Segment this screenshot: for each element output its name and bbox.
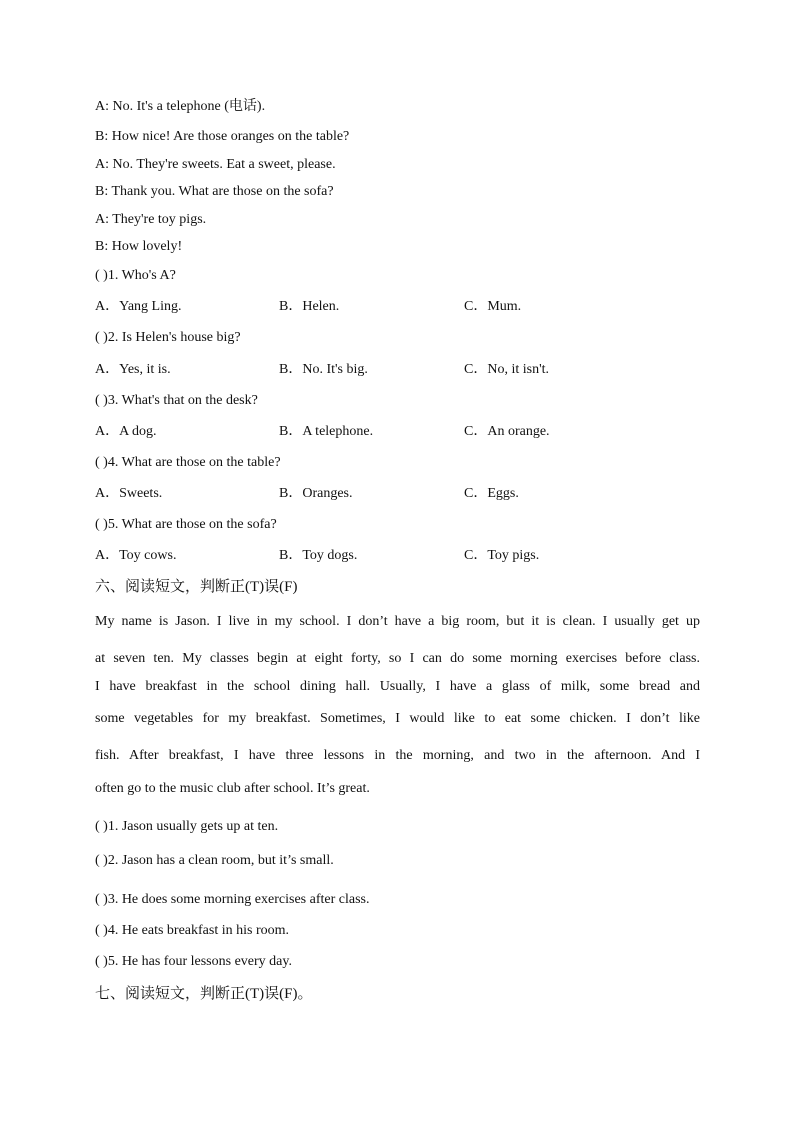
question: ( )5. What are those on the sofa? xyxy=(95,517,277,532)
option-a: A．Sweets. xyxy=(95,486,163,501)
statement: ( )1. Jason usually gets up at ten. xyxy=(95,819,279,834)
passage-line: I have breakfast in the school dining hall. Usually, I have a glass of milk, some bread and xyxy=(95,679,700,694)
option-b: B．Helen. xyxy=(279,299,340,314)
option-c: C．Eggs. xyxy=(464,486,519,501)
option-c: C．Toy pigs. xyxy=(464,548,540,563)
option-b: B．Oranges. xyxy=(279,486,353,501)
option-a: A．Yang Ling. xyxy=(95,299,182,314)
dialogue-line: B: How nice! Are those oranges on the table? xyxy=(95,129,350,144)
option-b: B．Toy dogs. xyxy=(279,548,358,563)
passage-line: My name is Jason. I live in my school. I don’t have a big room, but it is clean. I usually get up xyxy=(95,614,700,629)
statement: ( )5. He has four lessons every day. xyxy=(95,954,292,969)
dialogue-line: A: No. They're sweets. Eat a sweet, please. xyxy=(95,157,336,172)
section-heading: 七、阅读短文，判断正(T)误(F)。 xyxy=(95,986,313,1002)
statement: ( )4. He eats breakfast in his room. xyxy=(95,923,289,938)
passage-line: at seven ten. My classes begin at eight forty, so I can do some morning exercises before class. xyxy=(95,651,700,666)
statement: ( )2. Jason has a clean room, but it’s small. xyxy=(95,853,334,868)
question: ( )3. What's that on the desk? xyxy=(95,393,258,408)
passage-line: often go to the music club after school. It’s great. xyxy=(95,781,370,796)
option-b: B．No. It's big. xyxy=(279,362,368,377)
option-a: A．A dog. xyxy=(95,424,157,439)
dialogue-line: A: They're toy pigs. xyxy=(95,212,207,227)
option-c: C．Mum. xyxy=(464,299,522,314)
statement: ( )3. He does some morning exercises after class. xyxy=(95,892,370,907)
option-c: C．No, it isn't. xyxy=(464,362,549,377)
question: ( )4. What are those on the table? xyxy=(95,455,281,470)
option-c: C．An orange. xyxy=(464,424,550,439)
dialogue-line: A: No. It's a telephone (电话). xyxy=(95,99,266,114)
option-a: A．Yes, it is. xyxy=(95,362,171,377)
passage-line: some vegetables for my breakfast. Sometimes, I would like to eat some chicken. I don’t like xyxy=(95,711,700,726)
question: ( )2. Is Helen's house big? xyxy=(95,330,241,345)
dialogue-line: B: How lovely! xyxy=(95,239,183,254)
option-a: A．Toy cows. xyxy=(95,548,177,563)
section-heading: 六、阅读短文，判断正(T)误(F) xyxy=(95,579,298,595)
question: ( )1. Who's A? xyxy=(95,268,176,283)
passage-line: fish. After breakfast, I have three lessons in the morning, and two in the afternoon. And I xyxy=(95,748,700,763)
option-b: B．A telephone. xyxy=(279,424,374,439)
dialogue-line: B: Thank you. What are those on the sofa? xyxy=(95,184,334,199)
